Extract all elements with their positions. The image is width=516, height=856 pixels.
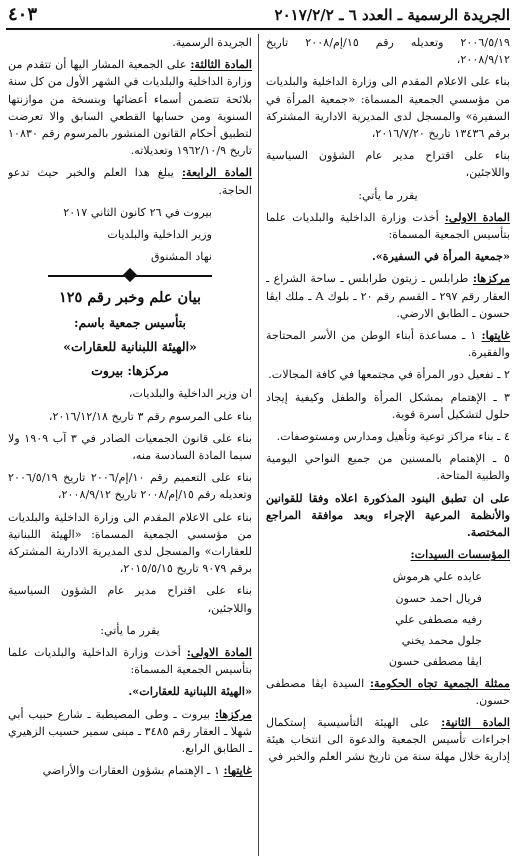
- article-3: المادة الثالثة: على الجمعية المشار اليها أن تتقدم من وزارة الداخلية والبلديات في الشهر الأول من كل سنة بلائحة تتضمن أسماء أعضائها وبنسخة من موازنتها السنوية ومن حسابها القطعي السابق والا تعرضت لتطبيق أحكام القانون المنشور بالمرسوم رقم ١٠٨٣٠ تاريخ ١٩٦٢/١٠/٩ وتعديلاته.: [8, 57, 252, 158]
- page-number: ٤٠٣: [8, 4, 38, 25]
- signature-name: نهاد المشنوق: [150, 250, 212, 264]
- article-2: المادة الثانية: على الهيئة التأسيسية إستكمال اجراءات تأسيس الجمعية والدعوة الى انتخاب هيئة إدارية خلال مهلة سنة من تاريخ نشر العلم والخبر في: [266, 714, 510, 764]
- article-1: [266, 209, 510, 243]
- goal-item: ٣ ـ الإهتمام بمشكل المرأة والطفل وكيفية إيجاد حلول لتشكيل أسرة قوية.: [266, 390, 510, 421]
- paragraph: الجريدة الرسمية.: [172, 36, 252, 49]
- article-1: المادة الاولى: أخذت وزارة الداخلية والبلديات علما بتأسيس الجمعية المسماة:: [8, 645, 252, 677]
- founder-name: جلول محمد يخني: [401, 634, 482, 648]
- paragraph: بناء على قانون الجمعيات الصادر في ٣ آب ١٩٠٩ ولا سيما المادة السادسة منه،: [8, 431, 252, 463]
- founders-label: المؤسسات السيدات:: [410, 547, 510, 562]
- column-divider: [258, 34, 259, 856]
- gazette-title: الجريدة الرسمية ـ العدد ٦ ـ ٢٠١٧/٢/٢: [274, 6, 510, 24]
- notice-headquarters: مركزها: بيروت: [91, 363, 169, 379]
- founder-name: ايڤا مصطفى حسون: [388, 655, 482, 669]
- founders-list: [266, 568, 510, 670]
- signature-title: وزير الداخلية والبلديات: [107, 228, 212, 242]
- article-text: أخذت وزارة الداخلية والبلديات علما بتأسيس الجمعية المسماة:: [266, 210, 510, 242]
- paragraph: بناء على الاعلام المقدم الى وزارة الداخلية والبلديات من مؤسسي الجمعية المسماة: «جمعية المرأة في السفيرة» والمسجل لدى المديرية الادارية المشتركة برقم ١٣٤٣٦ تاريخ ٢٠١٦/٧/٢٠،: [266, 75, 510, 141]
- headquarters: مركزها: طرابلس ـ زيتون طرابلس ـ ساحة الشراع ـ العقار رقم ٢٩٧ ـ القسم رقم ٢٠ ـ بلوك A ـ ملك ايڤا حسون ـ الطابق الارضي.: [266, 271, 510, 320]
- header-rule: [6, 28, 510, 30]
- page-header: [6, 4, 510, 28]
- paragraph: بناء على اقتراح مدير عام الشؤون السياسية واللاجئين،: [266, 149, 510, 180]
- paragraph: بناء على الاعلام المقدم الى وزارة الداخلية والبلديات من مؤسسي الجمعية المسماة: «الهيئة اللبنانية للعقارات» والمسجل لدى المديرية الادارية المشتركة برقم ٩٠٧٩ تاريخ ٢٠١٥/٥/١٥،: [8, 510, 252, 576]
- diamond-ornament-icon: [123, 268, 137, 282]
- notice-subtitle: بتأسيس جمعية باسم:: [73, 315, 187, 331]
- notice-title: بيان علم وخبر رقم ١٢٥: [58, 289, 202, 307]
- article-4: المادة الرابعة: يبلغ هذا العلم والخبر حيث تدعو الحاجة.: [8, 165, 252, 197]
- goals: غايتها: ١ ـ مساعدة أبناء الوطن من الأسر المحتاجة والفقيرة.: [266, 328, 510, 360]
- founder-name: عايده علي هرموش: [392, 570, 482, 584]
- association-name: «الهيئة اللبنانية للعقارات».: [128, 684, 252, 699]
- founder-name: رفيه مصطفى علي: [395, 612, 482, 626]
- right-column: [266, 34, 510, 856]
- goal-item: ٤ ـ بناء مراكز توعية وتأهيل ومدارس ومستوصفات.: [276, 430, 510, 444]
- founder-name: فريال احمد حسون: [395, 591, 482, 605]
- notice-association-name: «الهيئة اللبنانية للعقارات»: [63, 339, 197, 355]
- signature-date: بيروت في ٢٦ كانون الثاني ٢٠١٧: [63, 205, 212, 219]
- decision-heading: يقرر ما يأتي:: [100, 623, 160, 637]
- paragraph: ٢٠٠٦/٥/١٩ وتعديله رقم ١٥/إم/٢٠٠٨ تاريخ ٢٠٠٨/٩/١٢،: [266, 36, 510, 67]
- article-label: المادة الاولى:: [444, 209, 510, 224]
- commitment-text: على ان تطبق البنود المذكورة اعلاه وفقا للقوانين والأنظمة المرعية الإجراء وبعد موافقة المراجع المختصة.: [266, 490, 510, 540]
- paragraph: بناء على اقتراح مدير عام الشؤون السياسية واللاجئين،: [8, 584, 252, 615]
- goal-item: ٥ ـ الإهتمام بالمسنين من جميع النواحي اليومية والطبية المتاحة.: [266, 452, 510, 483]
- goals: غايتها: ١ ـ الإهتمام بشؤون العقارات والأراضي: [42, 763, 252, 778]
- association-name: «جمعية المرأة في السفيرة».: [371, 249, 510, 264]
- headquarters: مركزها: بيروت ـ وطى المصيطبة ـ شارع حبيب أبي شهلا ـ العقار رقم ٣٤٨٥ ـ مبنى سمير حسيب الزهيري ـ الطابق الرابع.: [8, 706, 252, 756]
- left-column: [8, 34, 252, 856]
- goal-item: ٢ ـ تفعيل دور المرأة في مجتمعها في كافة المجالات.: [268, 368, 510, 382]
- decision-heading: يقرر ما يأتي:: [358, 188, 418, 202]
- paragraph: بناء على التعميم رقم ١٠/إم/٢٠٠٦ تاريخ ٢٠٠٦/٥/١٩ وتعديله رقم ١٥/إم/٢٠٠٨ تاريخ ٢٠٠٨/٩/١٢،: [8, 471, 252, 502]
- representative: ممثلة الجمعية تجاه الحكومة: السيدة ايڤا مصطفى حسون.: [266, 675, 510, 707]
- paragraph: ان وزير الداخلية والبلديات،: [128, 387, 252, 401]
- paragraph: بناء على المرسوم رقم ٣ تاريخ ٢٠١٦/١٢/١٨،: [48, 409, 252, 423]
- section-separator: [48, 270, 212, 282]
